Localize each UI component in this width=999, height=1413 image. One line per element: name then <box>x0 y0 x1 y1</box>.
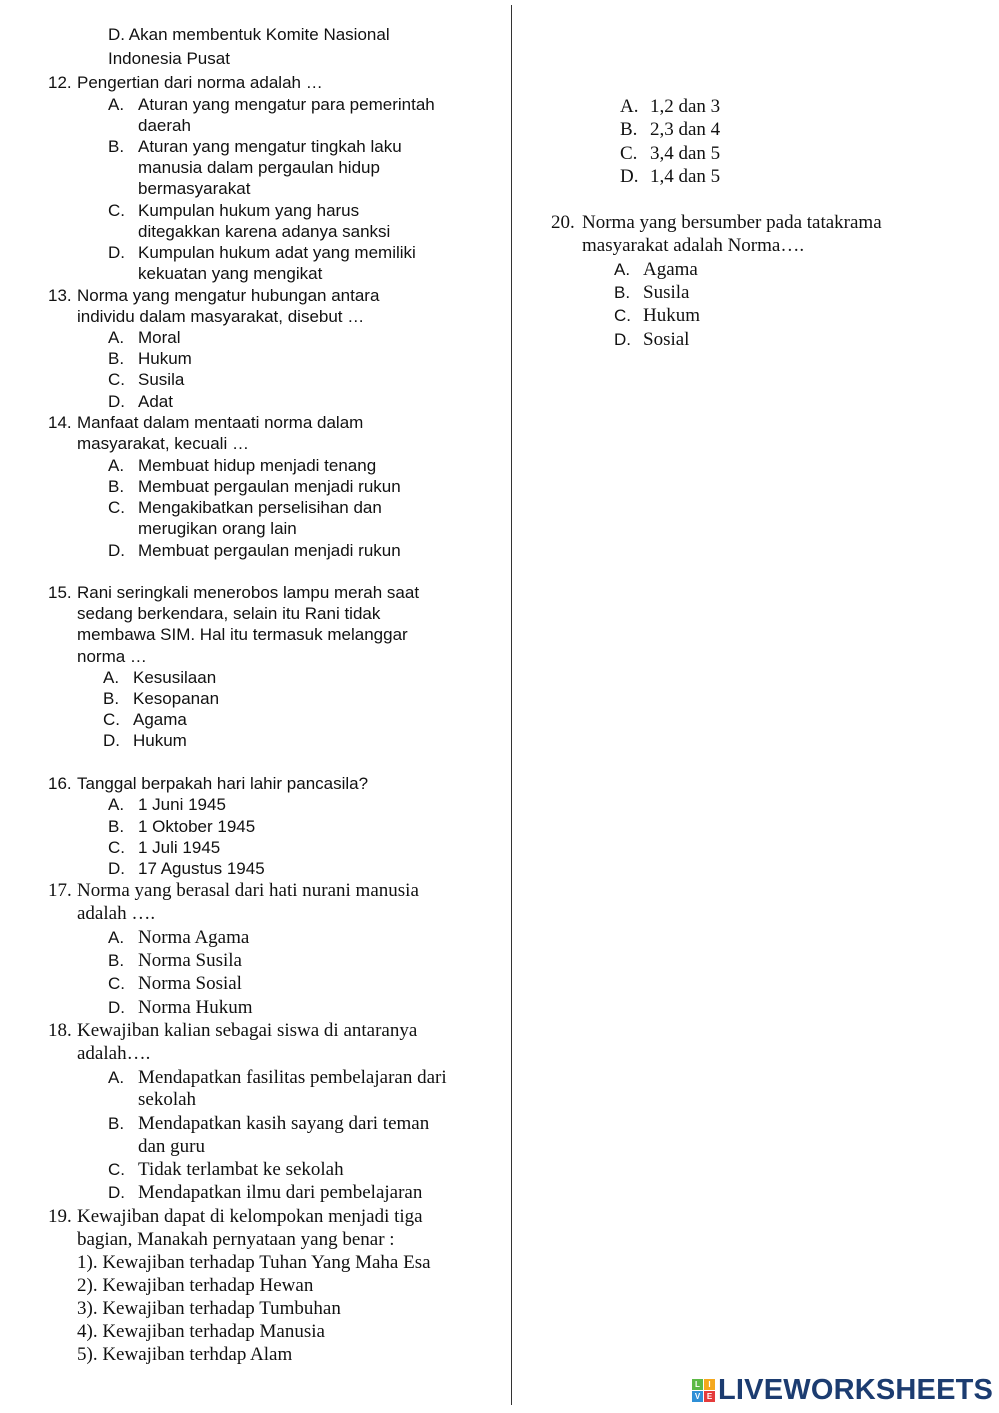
question-stem: adalah…. <box>77 1043 151 1064</box>
option-text: Moral <box>138 328 181 347</box>
question-stem: Norma yang berasal dari hati nurani manusia <box>77 880 419 901</box>
option-letter: B. <box>108 817 125 836</box>
question-stem: bagian, Manakah pernyataan yang benar : <box>77 1229 395 1250</box>
option-text: Susila <box>138 370 185 389</box>
option-letter: B. <box>614 283 631 302</box>
option-letter: A. <box>108 928 125 947</box>
question-stem: membawa SIM. Hal itu termasuk melanggar <box>77 625 408 644</box>
option-letter: D. <box>108 859 125 878</box>
question-number: 14. <box>48 413 72 432</box>
option-text: Mendapatkan ilmu dari pembelajaran <box>138 1182 423 1203</box>
statement: 2). Kewajiban terhadap Hewan <box>77 1275 314 1296</box>
option-text: Adat <box>138 392 173 411</box>
option-letter: C. <box>108 838 125 857</box>
option-text: 1,4 dan 5 <box>650 166 721 187</box>
option-text: Agama <box>643 259 698 280</box>
option-letter: B. <box>108 477 125 496</box>
question-number: 13. <box>48 286 72 305</box>
question-number: 19. <box>48 1206 72 1227</box>
option-letter: C. <box>108 370 125 389</box>
option-text: 3,4 dan 5 <box>650 143 721 164</box>
logo-tile: V <box>692 1391 703 1402</box>
option-letter: D. <box>108 243 125 262</box>
option-text: ditegakkan karena adanya sanksi <box>138 222 391 241</box>
option-letter: C. <box>620 143 638 164</box>
option-letter: A. <box>614 260 631 279</box>
option-text: Kesusilaan <box>133 668 217 687</box>
question-stem: Pengertian dari norma adalah … <box>77 73 323 92</box>
question-number: 18. <box>48 1020 72 1041</box>
option-text: 1 Juli 1945 <box>138 838 221 857</box>
question-stem: Norma yang bersumber pada tatakrama <box>582 212 882 233</box>
option-text: Mengakibatkan perselisihan dan <box>138 498 382 517</box>
option-text: 1,2 dan 3 <box>650 96 721 117</box>
option-text: Norma Agama <box>138 927 250 948</box>
option-text: 2,3 dan 4 <box>650 119 721 140</box>
statement: 3). Kewajiban terhadap Tumbuhan <box>77 1298 341 1319</box>
option-text: Membuat pergaulan menjadi rukun <box>138 541 401 560</box>
option-letter: C. <box>108 498 125 517</box>
question-number: 20. <box>551 212 575 233</box>
option-text: D. Akan membentuk Komite Nasional <box>108 25 390 44</box>
option-letter: A. <box>108 95 125 114</box>
column-divider <box>511 5 512 1405</box>
option-letter: C. <box>108 201 125 220</box>
option-letter: B. <box>108 349 125 368</box>
question-stem: Rani seringkali menerobos lampu merah saat <box>77 583 420 602</box>
option-text: Membuat pergaulan menjadi rukun <box>138 477 401 496</box>
option-text: Kumpulan hukum yang harus <box>138 201 360 220</box>
option-letter: A. <box>108 1068 125 1087</box>
option-text: manusia dalam pergaulan hidup <box>138 158 380 177</box>
option-text: daerah <box>138 116 191 135</box>
option-letter: A. <box>620 96 639 117</box>
logo-tile: E <box>704 1391 715 1402</box>
option-text: Indonesia Pusat <box>108 49 230 68</box>
option-letter: D. <box>620 166 639 187</box>
option-letter: B. <box>103 689 120 708</box>
option-letter: A. <box>108 328 125 347</box>
option-text: 1 Oktober 1945 <box>138 817 256 836</box>
option-text: Aturan yang mengatur tingkah laku <box>138 137 402 156</box>
logo-text: LIVEWORKSHEETS <box>718 1374 994 1406</box>
option-text: Hukum <box>133 731 187 750</box>
question-stem: Manfaat dalam mentaati norma dalam <box>77 413 364 432</box>
option-text: merugikan orang lain <box>138 519 297 538</box>
option-text: Aturan yang mengatur para pemerintah <box>138 95 435 114</box>
option-text: Tidak terlambat ke sekolah <box>138 1159 344 1180</box>
statement: 5). Kewajiban terhdap Alam <box>77 1344 293 1365</box>
question-number: 17. <box>48 880 72 901</box>
logo-icon <box>692 1379 715 1402</box>
option-text: 17 Agustus 1945 <box>138 859 265 878</box>
option-letter: B. <box>620 119 638 140</box>
question-stem: masyarakat, kecuali … <box>77 434 249 453</box>
option-text: sekolah <box>138 1089 197 1110</box>
option-letter: C. <box>103 710 120 729</box>
question-stem: Tanggal berpakah hari lahir pancasila? <box>77 774 369 793</box>
option-text: Hukum <box>138 349 192 368</box>
question-stem: norma … <box>77 647 147 666</box>
option-letter: A. <box>103 668 120 687</box>
option-text: Agama <box>133 710 187 729</box>
question-stem: sedang berkendara, selain itu Rani tidak <box>77 604 381 623</box>
option-letter: D. <box>108 998 125 1017</box>
question-stem: individu dalam masyarakat, disebut … <box>77 307 365 326</box>
option-text: dan guru <box>138 1136 206 1157</box>
option-text: Membuat hidup menjadi tenang <box>138 456 377 475</box>
question-stem: adalah …. <box>77 903 156 924</box>
question-stem: Norma yang mengatur hubungan antara <box>77 286 380 305</box>
option-text: Kesopanan <box>133 689 220 708</box>
option-text: Norma Susila <box>138 950 242 971</box>
option-text: Hukum <box>643 305 700 326</box>
option-text: Mendapatkan fasilitas pembelajaran dari <box>138 1067 447 1088</box>
option-text: Mendapatkan kasih sayang dari teman <box>138 1113 430 1134</box>
question-number: 15. <box>48 583 72 602</box>
option-letter: D. <box>108 541 125 560</box>
option-letter: C. <box>108 1160 125 1179</box>
option-letter: A. <box>108 456 125 475</box>
logo-tile: I <box>704 1379 715 1390</box>
option-text: 1 Juni 1945 <box>138 795 226 814</box>
option-letter: B. <box>108 951 125 970</box>
question-stem: Kewajiban kalian sebagai siswa di antaranya <box>77 1020 418 1041</box>
question-number: 16. <box>48 774 72 793</box>
statement: 1). Kewajiban terhadap Tuhan Yang Maha Esa <box>77 1252 431 1273</box>
option-letter: C. <box>108 974 125 993</box>
option-text: kekuatan yang mengikat <box>138 264 323 283</box>
option-text: Norma Sosial <box>138 973 242 994</box>
option-text: Sosial <box>643 329 690 350</box>
option-text: Kumpulan hukum adat yang memiliki <box>138 243 416 262</box>
option-letter: D. <box>108 1183 125 1202</box>
option-letter: D. <box>103 731 120 750</box>
option-letter: D. <box>614 330 631 349</box>
option-letter: A. <box>108 795 125 814</box>
logo-tile: L <box>692 1379 703 1390</box>
option-letter: C. <box>614 306 631 325</box>
question-stem: Kewajiban dapat di kelompokan menjadi tiga <box>77 1206 423 1227</box>
statement: 4). Kewajiban terhadap Manusia <box>77 1321 325 1342</box>
option-text: bermasyarakat <box>138 179 251 198</box>
option-letter: B. <box>108 137 125 156</box>
option-letter: D. <box>108 392 125 411</box>
option-text: Susila <box>643 282 690 303</box>
option-letter: B. <box>108 1114 125 1133</box>
option-text: Norma Hukum <box>138 997 253 1018</box>
question-stem: masyarakat adalah Norma…. <box>582 235 805 256</box>
question-number: 12. <box>48 73 72 92</box>
liveworksheets-logo <box>692 1374 993 1407</box>
